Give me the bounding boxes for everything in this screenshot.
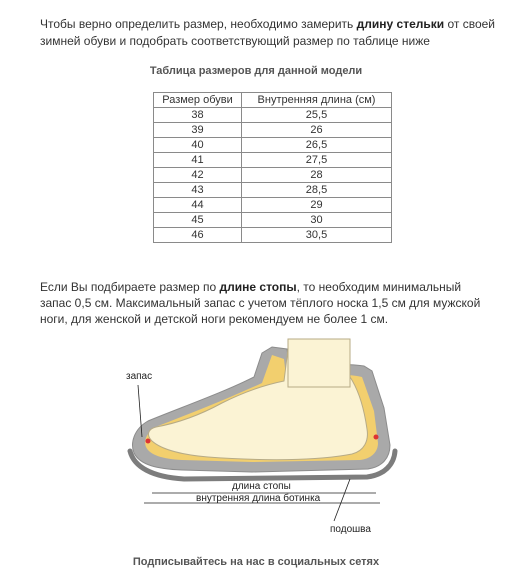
table-row bbox=[154, 108, 392, 123]
header-shoe-size: Размер обуви bbox=[154, 93, 242, 108]
ankle-column bbox=[288, 339, 350, 387]
header-inner-length: Внутренняя длина (см) bbox=[242, 93, 392, 108]
table-row bbox=[154, 123, 392, 138]
table-row bbox=[154, 183, 392, 198]
cell-size: 40 bbox=[154, 138, 242, 153]
cell-length: 30,5 bbox=[242, 228, 392, 243]
cell-size: 39 bbox=[154, 123, 242, 138]
cell-size: 41 bbox=[154, 153, 242, 168]
label-sole: подошва bbox=[330, 524, 371, 535]
table-row bbox=[154, 168, 392, 183]
label-reserve: запас bbox=[126, 371, 153, 382]
cell-length: 28,5 bbox=[242, 183, 392, 198]
toe-marker bbox=[146, 439, 151, 444]
cell-length: 27,5 bbox=[242, 153, 392, 168]
note-text-bold: длине стопы bbox=[219, 280, 297, 294]
intro-text-end: от своей зимней обуви и подобрать соответствующий размер по таблице ниже bbox=[40, 17, 495, 48]
label-foot-length: длина стопы bbox=[232, 481, 291, 492]
note-text-end: , то необходим минимальный запас 0,5 см. Максимальный запас с учетом тёплого носка 1,5 см для мужской ноги, для женской и детской ноги рекомендуем не более 1 см. bbox=[40, 280, 481, 326]
table-row bbox=[154, 213, 392, 228]
intro-text-bold: длину стельки bbox=[356, 17, 445, 31]
cell-size: 43 bbox=[154, 183, 242, 198]
size-table bbox=[153, 92, 392, 243]
foot-length-note bbox=[40, 279, 495, 327]
note-text-start: Если Вы подбираете размер по bbox=[40, 280, 220, 294]
cell-length: 30 bbox=[242, 213, 392, 228]
intro-text-start: Чтобы верно определить размер, необходимо замерить bbox=[40, 17, 357, 31]
cell-length: 28 bbox=[242, 168, 392, 183]
cell-size: 38 bbox=[154, 108, 242, 123]
table-row bbox=[154, 138, 392, 153]
cell-length: 25,5 bbox=[242, 108, 392, 123]
cell-length: 29 bbox=[242, 198, 392, 213]
size-table-title: Таблица размеров для данной модели bbox=[149, 65, 363, 77]
boot-cross-section-diagram bbox=[112, 333, 420, 541]
cell-length: 26,5 bbox=[242, 138, 392, 153]
label-inner-length: внутренняя длина ботинка bbox=[196, 493, 321, 504]
cell-size: 44 bbox=[154, 198, 242, 213]
heel-marker bbox=[374, 435, 379, 440]
cell-size: 42 bbox=[154, 168, 242, 183]
cell-length: 26 bbox=[242, 123, 392, 138]
cell-size: 46 bbox=[154, 228, 242, 243]
intro-paragraph bbox=[40, 16, 495, 50]
table-row bbox=[154, 228, 392, 243]
cell-size: 45 bbox=[154, 213, 242, 228]
size-table-header-row bbox=[154, 93, 392, 108]
table-row bbox=[154, 198, 392, 213]
table-row bbox=[154, 153, 392, 168]
social-footer-heading: Подписывайтесь на нас в социальных сетях bbox=[132, 556, 380, 568]
